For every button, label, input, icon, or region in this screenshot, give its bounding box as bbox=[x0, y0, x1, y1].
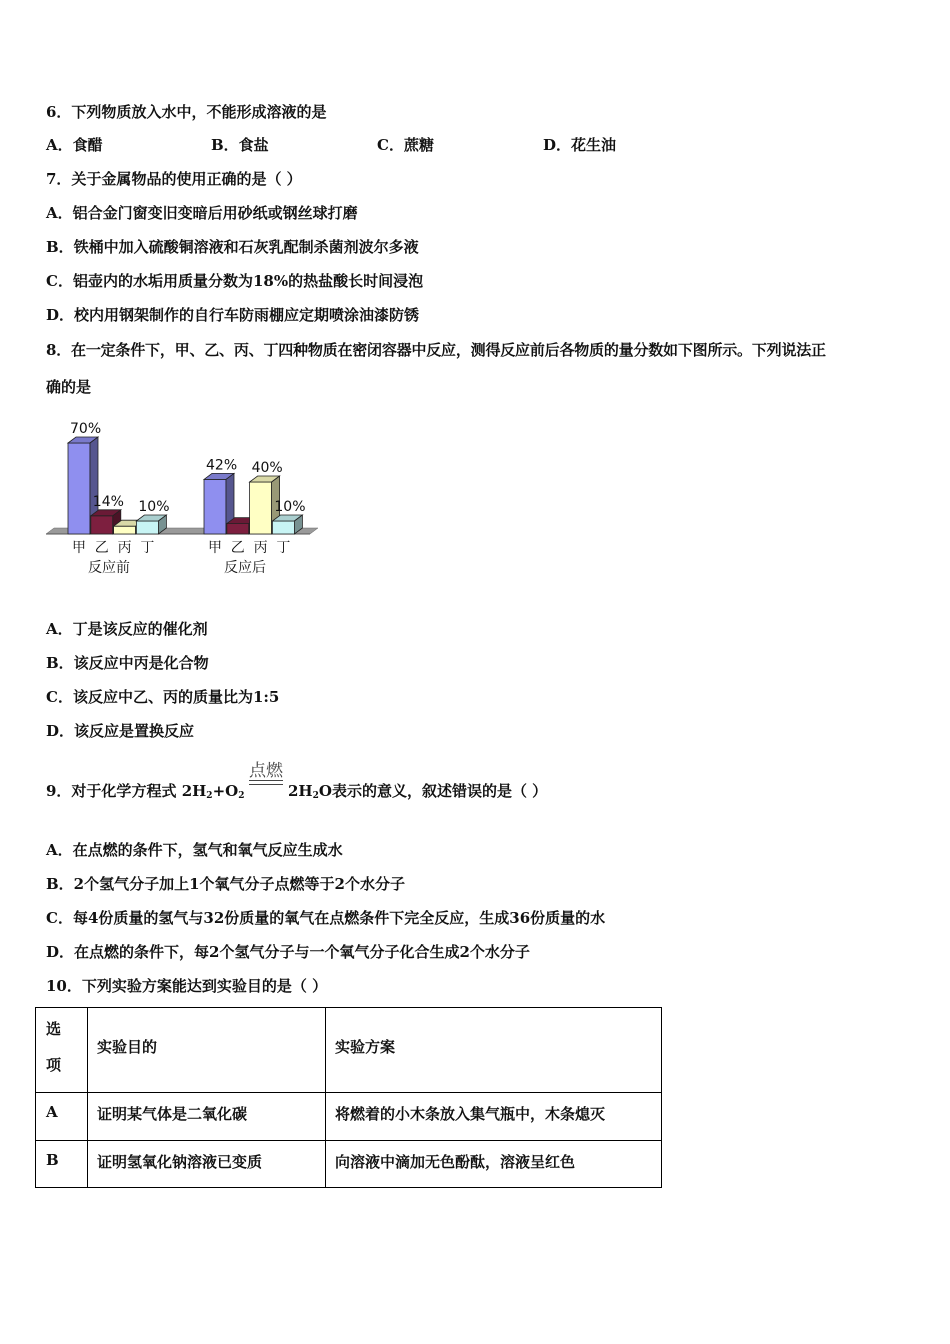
q7-stem: 7．关于金属物品的使用正确的是（ ） bbox=[46, 170, 302, 188]
q9-option-d: D．在点燃的条件下，每2个氢气分子与一个氧气分子化合生成2个水分子 bbox=[46, 943, 530, 961]
reaction-condition: 点燃 bbox=[249, 761, 283, 781]
table-row-b-plan: 向溶液中滴加无色酚酞，溶液呈红色 bbox=[335, 1153, 576, 1171]
category-label-反应前-丁: 丁 bbox=[140, 540, 155, 556]
q9-stem-prefix: 9．对于化学方程式 $2H_2+O_2$ bbox=[46, 782, 245, 801]
bar-反应后-乙 bbox=[227, 524, 249, 534]
bar-反应前-甲 bbox=[68, 443, 90, 534]
category-label-反应前-甲: 甲 bbox=[72, 540, 86, 556]
chart-bars bbox=[68, 437, 302, 534]
reaction-bar-chart bbox=[40, 410, 340, 582]
q8-option-a: A．丁是该反应的催化剂 bbox=[46, 620, 208, 638]
bar-反应后-丙 bbox=[250, 482, 272, 534]
q8-stem-line1: 8．在一定条件下，甲、乙、丙、丁四种物质在密闭容器中反应，测得反应前后各物质的量分数如下图所示。下列说法正 bbox=[46, 341, 826, 359]
q8-stem-line2: 确的是 bbox=[46, 378, 92, 396]
table-header-purpose: 实验目的 bbox=[97, 1038, 158, 1056]
category-label-反应前-丙: 丙 bbox=[117, 540, 132, 556]
equation-double-line bbox=[249, 780, 283, 785]
q8-option-c: C．该反应中乙、丙的质量比为1:5 bbox=[46, 688, 280, 706]
table-row-a-plan: 将燃着的小木条放入集气瓶中，木条熄灭 bbox=[335, 1105, 606, 1123]
q9-stem bbox=[46, 756, 746, 816]
q6-option-a: A．食醋 bbox=[46, 136, 103, 154]
bar-反应后-甲 bbox=[204, 479, 226, 534]
table-row-a-purpose: 证明某气体是二氧化碳 bbox=[97, 1105, 248, 1123]
q7-option-d: D．校内用钢架制作的自行车防雨棚应定期喷涂油漆防锈 bbox=[46, 306, 420, 324]
q7-option-c: C．铝壶内的水垢用质量分数为18%的热盐酸长时间浸泡 bbox=[46, 272, 424, 290]
q6-option-d: D．花生油 bbox=[543, 136, 617, 154]
equation-product: $2H_2O$ bbox=[288, 782, 332, 801]
q6-option-c: C．蔗糖 bbox=[377, 136, 434, 154]
table-header-option-2: 项 bbox=[46, 1056, 62, 1074]
equation-reactants: $2H_2+O_2$ bbox=[181, 782, 245, 801]
category-label-反应前-乙: 乙 bbox=[94, 540, 109, 556]
data-label-反应后-丁: 10% bbox=[274, 499, 306, 515]
q8-option-d: D．该反应是置换反应 bbox=[46, 722, 195, 740]
q7-option-b: B．铁桶中加入硫酸铜溶液和石灰乳配制杀菌剂波尔多液 bbox=[46, 238, 419, 256]
data-label-反应前-甲: 70% bbox=[70, 421, 102, 437]
category-label-反应后-乙: 乙 bbox=[230, 540, 245, 556]
q9-option-b: B．2个氢气分子加上1个氧气分子点燃等于2个水分子 bbox=[46, 875, 405, 893]
table-header-plan: 实验方案 bbox=[335, 1038, 396, 1056]
bar-反应前-丁 bbox=[136, 521, 158, 534]
group-label-反应后: 反应后 bbox=[224, 560, 266, 576]
category-label-反应后-甲: 甲 bbox=[208, 540, 222, 556]
category-label-反应后-丙: 丙 bbox=[253, 540, 268, 556]
q9-stem-suffix: $2H_2O$表示的意义，叙述错误的是（ ） bbox=[288, 782, 548, 801]
data-label-反应后-丙: 40% bbox=[251, 460, 283, 476]
q9-option-a: A．在点燃的条件下，氢气和氧气反应生成水 bbox=[46, 841, 343, 859]
table-header-option-1: 选 bbox=[46, 1020, 62, 1038]
bar-反应前-丙 bbox=[114, 526, 136, 534]
bar-反应后-丁 bbox=[272, 521, 294, 534]
data-label-反应前-乙: 14% bbox=[92, 493, 124, 510]
experiment-table bbox=[35, 1007, 662, 1188]
table-row-b-option: B bbox=[46, 1151, 59, 1169]
q9-option-c: C．每4份质量的氢气与32份质量的氧气在点燃条件下完全反应，生成36份质量的水 bbox=[46, 909, 606, 927]
table-row-a-option: A bbox=[46, 1103, 58, 1121]
q10-stem: 10．下列实验方案能达到实验目的是（ ） bbox=[46, 977, 328, 995]
data-label-反应前-丁: 10% bbox=[138, 499, 170, 515]
category-label-反应后-丁: 丁 bbox=[276, 540, 291, 556]
q6-stem: 6．下列物质放入水中，不能形成溶液的是 bbox=[46, 103, 327, 121]
data-label-反应后-甲: 42% bbox=[206, 457, 238, 474]
q6-option-b: B．食盐 bbox=[211, 136, 269, 154]
bar-反应前-乙 bbox=[91, 516, 113, 534]
q8-option-b: B．该反应中丙是化合物 bbox=[46, 654, 209, 672]
group-label-反应前: 反应前 bbox=[88, 560, 130, 576]
q7-option-a: A．铝合金门窗变旧变暗后用砂纸或钢丝球打磨 bbox=[46, 204, 358, 222]
table-row-b-purpose: 证明氢氧化钠溶液已变质 bbox=[97, 1153, 263, 1171]
